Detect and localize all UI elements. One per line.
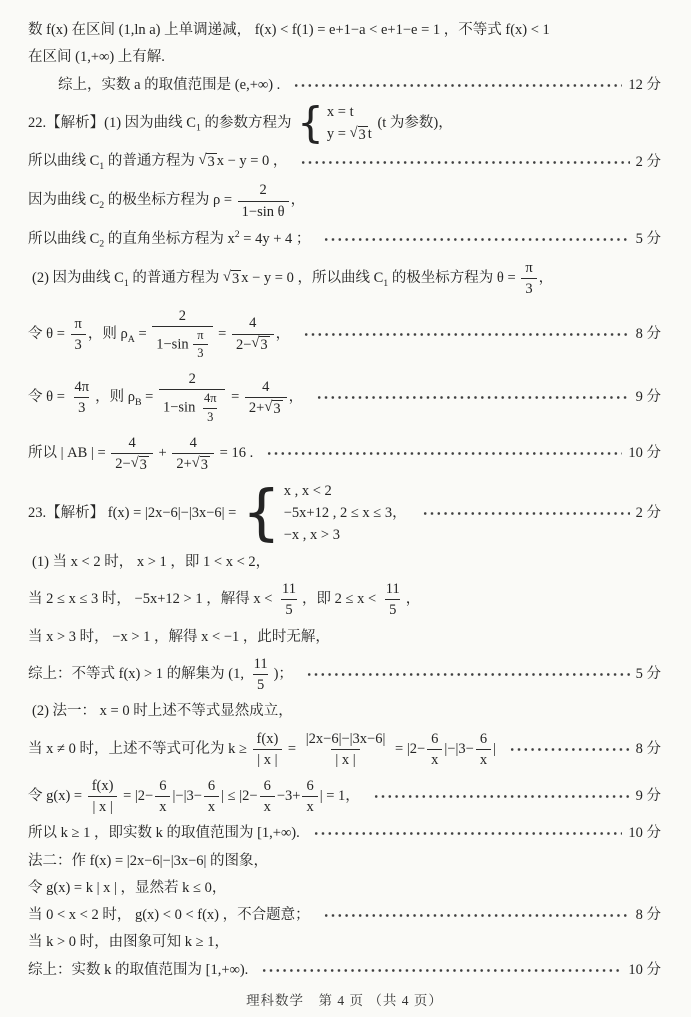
score-label: 10 分 (628, 961, 661, 978)
solution-line (28, 960, 661, 981)
math-expression: 所以 | AB | = 4 2− √ 3 + 4 2+ √ 3 = 16 . (28, 434, 254, 473)
score-label: 9 分 (635, 788, 661, 805)
math-expression: 所以曲线 $C_1$ 的普通方程为 √ 3 x − y = 0 ， (28, 151, 288, 172)
radical-icon: √ (191, 454, 200, 471)
dotted-leader (301, 160, 629, 165)
math-expression: 令 g(x) = k | x | ，显然若 k ≤ 0， (28, 879, 227, 896)
math-expression: 所以 k ≥ 1 ，即实数 k 的取值范围为 [1,+∞). (28, 825, 300, 842)
solution-line (28, 369, 661, 426)
fraction: $\frac{11}{5}$ (282, 581, 296, 619)
square-root: √ 3 (264, 398, 281, 417)
solution-line (28, 98, 661, 148)
square-root: √ 3 (223, 268, 240, 287)
dotted-leader (324, 237, 629, 242)
math-expression: 数 f(x) 在区间 (1,ln a) 上单调递减， f(x) < f(1) = e+1−a < e+1−e = 1 ，不等式 f(x) < 1 (28, 22, 550, 38)
solution-line (28, 228, 661, 252)
math-expression: 22.【解析】(1) 因为曲线 $C_1$ 的参数方程为 { x = t y = √ 3 t (t 为参数)， (28, 98, 453, 148)
solution-line (28, 306, 661, 363)
page-footer (28, 981, 661, 1011)
square-root: √ 3 (251, 335, 268, 354)
math-expression: 法二：作 f(x) = |2x−6|−|3x−6| 的图象， (28, 852, 269, 869)
radical-icon: √ (198, 151, 207, 168)
solution-line (28, 823, 661, 844)
solution-content (28, 20, 661, 981)
solution-line (28, 878, 661, 899)
cases-system: { x , x < 2 −5x+12 , 2 ≤ x ≤ 3， −x , x > 3 (241, 477, 407, 549)
cases-system: { x = t y = √ 3 t (297, 98, 372, 148)
subscript: 2 (99, 200, 105, 212)
fraction: $\frac{\pi}{3}$ (193, 328, 207, 362)
square-root: √ 3 (130, 454, 147, 473)
fraction: 4 2+ √ 3 (245, 378, 287, 418)
solution-line (28, 20, 661, 41)
score-label: 2 分 (635, 504, 661, 521)
radical-icon: √ (264, 398, 273, 415)
fraction: 2 1−sin $\frac{\pi}{3}$ (152, 307, 212, 362)
fraction: $\frac{6}{x}$ (476, 730, 491, 769)
fraction: $\frac{6}{x}$ (427, 730, 442, 769)
subscript: 1 (99, 160, 105, 172)
solution-line (28, 776, 661, 817)
math-expression: 令 θ = $\frac{\pi}{3}$ ，则 $\rho_A$ = 2 1−sin $\frac{\pi}{3}$ = 4 2− √ 3 ， (28, 307, 291, 361)
fraction: $\frac{11}{5}$ (385, 581, 400, 619)
math-expression: 所以曲线 $C_2$ 的直角坐标方程为 $x^2 = 4y + 4$ ； (28, 228, 311, 250)
math-expression: 当 0 < x < 2 时， g(x) < 0 < f(x) ，不合题意； (28, 907, 310, 924)
score-label: 5 分 (635, 231, 661, 248)
fraction: $\frac{4\pi}{3}$ (203, 391, 217, 424)
math-expression: 令 g(x) = $\frac{f(x)}{| x |}$ = |2− $\frac{6}{x}$ |−|3− $\frac{6}{x}$ | ≤ |2− $\frac{6}{x}$ −3+ $\frac{6}{x}$ | = 1， (28, 778, 360, 816)
fraction: $\frac{\pi}{3}$ (521, 259, 536, 298)
solution-line (28, 258, 661, 299)
score-label: 10 分 (628, 444, 661, 461)
square-root: √ 3 (349, 124, 366, 143)
solution-line (28, 75, 661, 96)
fraction: 4 2− √ 3 (111, 434, 153, 474)
math-expression: (2) 法一： x = 0 时上述不等式显然成立， (32, 703, 293, 720)
solution-line (28, 477, 661, 549)
math-expression: 当 x > 3 时， −x > 1 ，解得 x < −1 ，此时无解， (28, 628, 330, 645)
subscript: 1 (123, 277, 129, 289)
dotted-leader (317, 395, 630, 400)
left-brace-icon: { (241, 477, 281, 549)
fraction: $\frac{f(x)}{| x |}$ (253, 730, 283, 769)
solution-line (28, 654, 661, 695)
subscript: 1 (195, 122, 201, 134)
solution-line (28, 729, 661, 770)
solution-line (28, 47, 661, 68)
fraction: 2 1−sin $\frac{4\pi}{3}$ (159, 370, 226, 425)
solution-line (28, 579, 661, 620)
score-label: 8 分 (635, 325, 661, 342)
math-expression: 综上：不等式 f(x) > 1 的解集为 (1, $\frac{11}{5}$ )； (28, 655, 293, 693)
score-label: 9 分 (635, 389, 661, 406)
math-expression: 在区间 (1,+∞) 上有解. (28, 49, 165, 66)
dotted-leader (262, 968, 622, 973)
fraction: $\frac{f(x)}{| x |}$ (88, 777, 118, 816)
math-expression: 23.【解析】 f(x) = |2x−6|−|3x−6| = { x , x < 2 −5x+12 , 2 ≤ x ≤ 3， −x , x > 3 (28, 477, 407, 549)
radical-icon: √ (130, 454, 139, 471)
math-expression: 综上：实数 k 的取值范围为 [1,+∞). (28, 961, 249, 978)
math-expression: 当 x ≠ 0 时，上述不等式可化为 k ≥ $\frac{f(x)}{| x |}$ = $\frac{|2x-6|-|3x-6|}{| x |}$ = |2− $\frac{6}{x}$ |−|3− $\frac{6}{x}$ | (28, 730, 496, 768)
solution-line (28, 932, 661, 953)
math-expression: 令 θ = $\frac{4\pi}{3}$ ，则 $\rho_B$ = 2 1−sin $\frac{4\pi}{3}$ = 4 2+ √ 3 ， (28, 371, 304, 424)
subscript: A (127, 333, 135, 345)
solution-line (28, 433, 661, 475)
fraction: $\frac{11}{5}$ (253, 655, 268, 693)
dotted-leader (294, 83, 622, 88)
square-root: √ 3 (191, 454, 209, 473)
radical-icon: √ (251, 335, 260, 352)
math-expression: (2) 因为曲线 $C_1$ 的普通方程为 √ 3 x − y = 0 ，所以曲线 $C_1$ 的极坐标方程为 θ = $\frac{\pi}{3}$ ， (32, 260, 554, 298)
solution-line (28, 151, 661, 174)
fraction: 4 2− √ 3 (232, 314, 274, 354)
solution-line (28, 627, 661, 648)
fraction: $\frac{\pi}{3}$ (71, 315, 86, 354)
solution-line (28, 905, 661, 926)
fraction: $\frac{6}{x}$ (260, 777, 275, 816)
dotted-leader (374, 794, 630, 799)
math-expression: 当 2 ≤ x ≤ 3 时， −5x+12 > 1 ，解得 x < $\frac{11}{5}$ ，即 2 ≤ x < $\frac{11}{5}$ ， (28, 581, 421, 619)
subscript: 1 (383, 277, 389, 289)
dotted-leader (423, 511, 630, 516)
dotted-leader (304, 332, 630, 337)
solution-line (28, 180, 661, 221)
score-label: 8 分 (635, 907, 661, 924)
fraction: $\frac{4\pi}{3}$ (74, 379, 90, 417)
fraction: $\frac{6}{x}$ (204, 777, 219, 816)
fraction: $\frac{6}{x}$ (155, 777, 170, 816)
score-label: 8 分 (635, 740, 661, 757)
solution-line (28, 851, 661, 872)
score-label: 5 分 (635, 665, 661, 682)
solution-line (28, 701, 661, 722)
math-expression: 因为曲线 $C_2$ 的极坐标方程为 ρ = $\frac{2}{\text{1−sin θ}}$ ， (28, 182, 306, 220)
footer-text: 理科数学 第 4 页 （共 4 页） (246, 993, 443, 1008)
dotted-leader (267, 451, 622, 456)
math-expression: (1) 当 x < 2 时， x > 1 ，即 1 < x < 2， (32, 553, 271, 570)
square-root: √ 3 (198, 151, 215, 170)
fraction: 4 2+ √ 3 (172, 434, 214, 474)
subscript: B (134, 397, 142, 408)
score-label: 2 分 (635, 154, 661, 171)
math-expression: 当 k > 0 时，由图象可知 k ≥ 1， (28, 934, 230, 951)
superscript: 2 (234, 228, 240, 240)
radical-icon: √ (223, 268, 231, 285)
solution-line (28, 552, 661, 573)
score-label: 10 分 (628, 825, 661, 842)
fraction: $\frac{6}{x}$ (302, 777, 317, 816)
fraction: $\frac{|2x-6|-|3x-6|}{| x |}$ (305, 730, 386, 768)
fraction: $\frac{2}{\text{1−sin θ}}$ (238, 181, 289, 220)
radical-icon: √ (349, 124, 358, 141)
left-brace-icon: { (297, 98, 324, 148)
dotted-leader (510, 747, 630, 752)
dotted-leader (314, 831, 623, 836)
dotted-leader (324, 913, 630, 918)
dotted-leader (307, 672, 630, 677)
subscript: 2 (99, 238, 105, 250)
math-expression: 综上，实数 a 的取值范围是 (e,+∞) . (58, 76, 281, 93)
score-label: 12 分 (628, 76, 661, 93)
